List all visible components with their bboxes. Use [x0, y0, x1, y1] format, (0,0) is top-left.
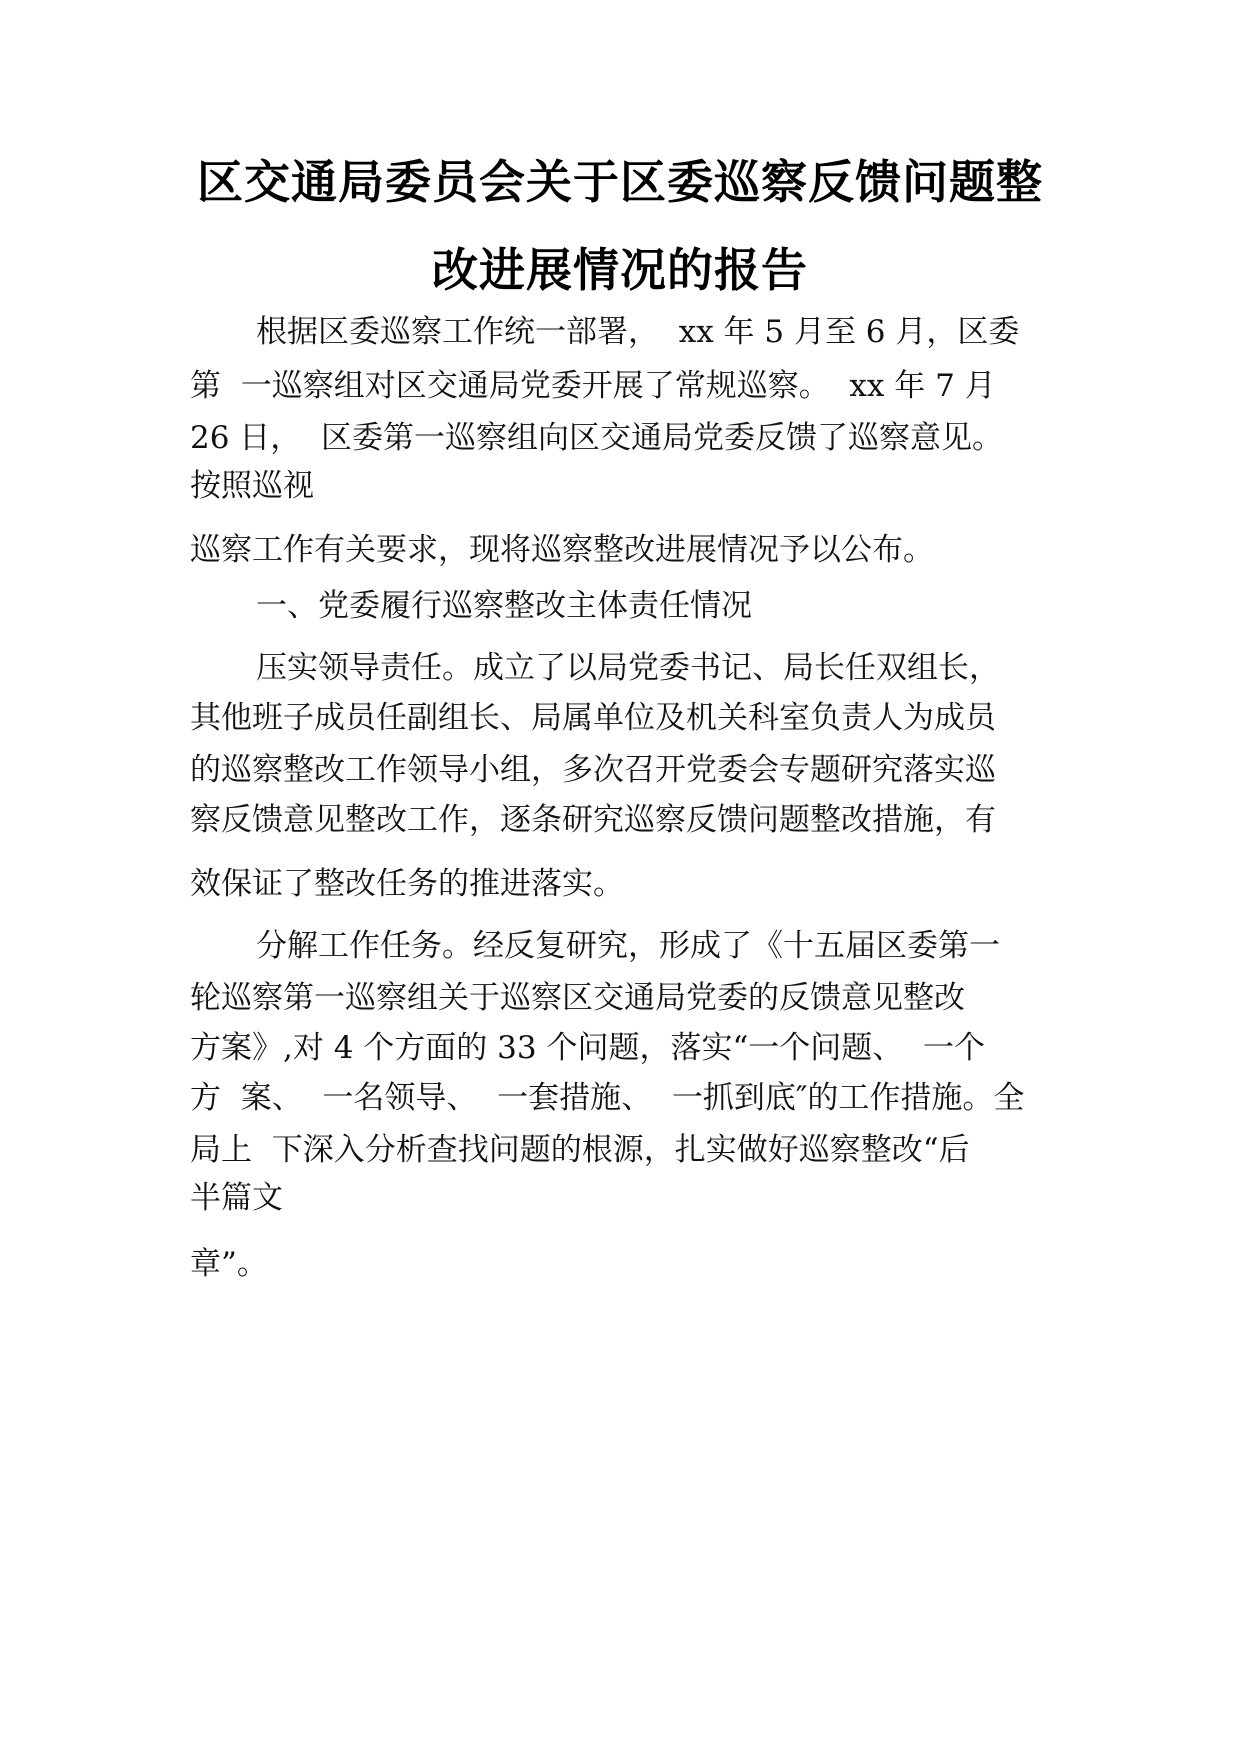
section-heading-1: 一、党委履行巡察整改主体责任情况 [256, 588, 752, 624]
body-line-9: 的巡察整改工作领导小组，多次召开党委会专题研究落实巡 [190, 752, 996, 788]
body-line-18: 章”。 [190, 1246, 268, 1282]
body-line-10: 察反馈意见整改工作，逐条研究巡察反馈问题整改措施，有 [190, 802, 996, 838]
document-title-line-1: 区交通局委员会关于区委巡察反馈问题整 [197, 155, 1043, 209]
body-line-5: 巡察工作有关要求，现将巡察整改进展情况予以公布。 [190, 532, 934, 568]
body-line-13: 轮巡察第一巡察组关于巡察区交通局党委的反馈意见整改 [190, 980, 965, 1016]
body-line-15: 方 案、 一名领导、 一套措施、 一抓到底″的工作措施。全 [190, 1080, 1025, 1116]
body-line-3: 26 日， 区委第一巡察组向区交通局党委反馈了巡察意见。 [190, 420, 1004, 456]
body-line-14: 方案》,对 4 个方面的 33 个问题，落实“一个问题、 一个 [190, 1030, 985, 1066]
body-line-4: 按照巡视 [190, 468, 314, 504]
body-line-2: 第 一巡察组对区交通局党委开展了常规巡察。 xx 年 7 月 [190, 368, 996, 404]
document-title-line-2: 改进展情况的报告 [432, 243, 808, 297]
body-line-11: 效保证了整改任务的推进落实。 [190, 866, 624, 902]
body-line-12: 分解工作任务。经反复研究，形成了《十五届区委第一 [256, 928, 1000, 964]
body-line-1: 根据区委巡察工作统一部署， xx 年 5 月至 6 月，区委 [256, 314, 1020, 350]
body-line-8: 其他班子成员任副组长、局属单位及机关科室负责人为成员 [190, 700, 996, 736]
body-line-7: 压实领导责任。成立了以局党委书记、局长任双组长， [256, 650, 1000, 686]
body-line-16: 局上 下深入分析查找问题的根源，扎实做好巡察整改“后 [190, 1132, 970, 1168]
body-line-17: 半篇文 [190, 1180, 283, 1216]
